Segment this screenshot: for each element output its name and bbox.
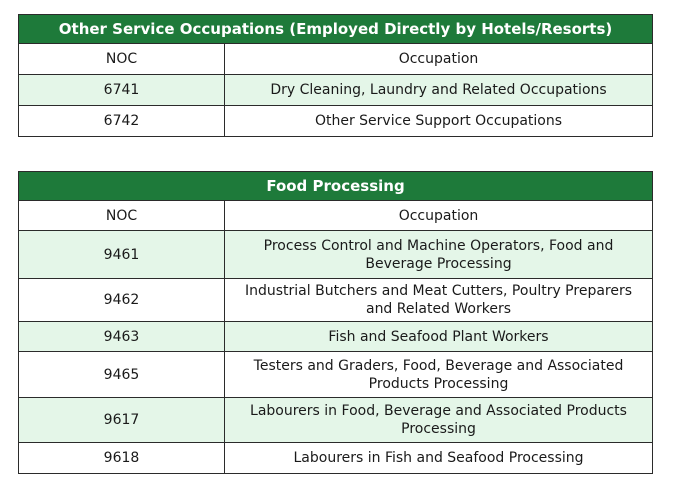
table-row — [19, 231, 653, 279]
noc-code: 6741 — [19, 75, 225, 106]
service-occupations-table — [18, 14, 653, 137]
table-title: Food Processing — [19, 172, 653, 201]
table-row — [19, 322, 653, 352]
occupation-name: Testers and Graders, Food, Beverage and Associated Products Processing — [225, 352, 653, 398]
food-processing-table — [18, 171, 653, 474]
table-title: Other Service Occupations (Employed Directly by Hotels/Resorts) — [19, 15, 653, 44]
occupation-name: Other Service Support Occupations — [225, 106, 653, 137]
occupation-column-header: Occupation — [225, 44, 653, 75]
table-header-row — [19, 201, 653, 231]
table-row — [19, 352, 653, 398]
noc-code: 9618 — [19, 443, 225, 474]
occupation-name: Labourers in Fish and Seafood Processing — [225, 443, 653, 474]
noc-code: 6742 — [19, 106, 225, 137]
occupation-column-header: Occupation — [225, 201, 653, 231]
table-title-row — [19, 172, 653, 201]
table-row — [19, 106, 653, 137]
table-row — [19, 75, 653, 106]
occupation-name: Process Control and Machine Operators, Food and Beverage Processing — [225, 231, 653, 279]
table-row — [19, 398, 653, 443]
noc-code: 9461 — [19, 231, 225, 279]
table-row — [19, 279, 653, 322]
table-title-row — [19, 15, 653, 44]
noc-code: 9462 — [19, 279, 225, 322]
table-header-row — [19, 44, 653, 75]
noc-code: 9463 — [19, 322, 225, 352]
occupation-name: Industrial Butchers and Meat Cutters, Poultry Preparers and Related Workers — [225, 279, 653, 322]
table-row — [19, 443, 653, 474]
noc-code: 9617 — [19, 398, 225, 443]
occupation-name: Labourers in Food, Beverage and Associated Products Processing — [225, 398, 653, 443]
occupation-name: Dry Cleaning, Laundry and Related Occupations — [225, 75, 653, 106]
occupation-name: Fish and Seafood Plant Workers — [225, 322, 653, 352]
noc-column-header: NOC — [19, 44, 225, 75]
noc-column-header: NOC — [19, 201, 225, 231]
noc-code: 9465 — [19, 352, 225, 398]
